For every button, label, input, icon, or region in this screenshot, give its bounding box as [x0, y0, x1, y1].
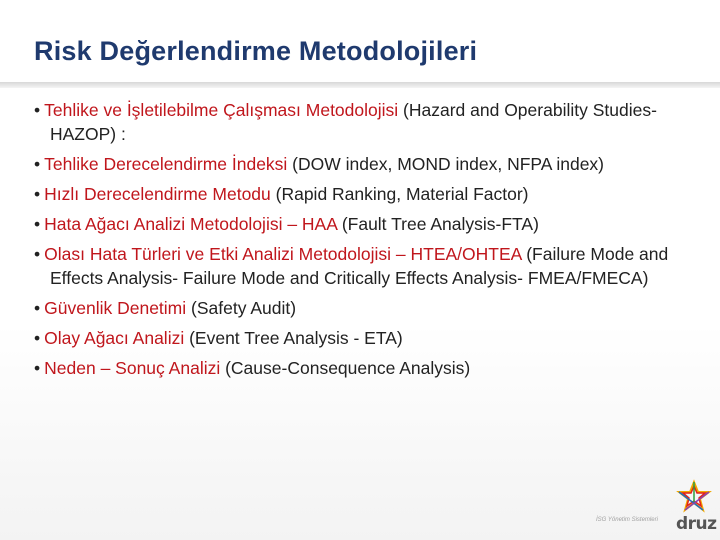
- bullet-term: Olası Hata Türleri ve Etki Analizi Metodolojisi – HTEA/OHTEA: [44, 244, 522, 264]
- bullet-item: [34, 98, 694, 146]
- bullet-item: [34, 326, 694, 350]
- bullet-item: [34, 212, 694, 236]
- bullet-marker: •: [34, 100, 41, 120]
- bullet-marker: •: [34, 184, 41, 204]
- bullet-term: Hata Ağacı Analizi Metodolojisi – HAA: [44, 214, 337, 234]
- slide-title: Risk Değerlendirme Metodolojileri: [34, 36, 478, 66]
- bullet-item: [34, 296, 694, 320]
- bullet-item: [34, 182, 694, 206]
- bullet-term: Neden – Sonuç Analizi: [44, 358, 221, 378]
- bullet-marker: •: [34, 244, 41, 264]
- bullet-term: Hızlı Derecelendirme Metodu: [44, 184, 271, 204]
- bullet-marker: •: [34, 328, 41, 348]
- bullet-description: (Safety Audit): [186, 298, 297, 318]
- bullet-item: [34, 356, 694, 380]
- bullet-marker: •: [34, 214, 41, 234]
- bullet-description: (Failure Mode and Effects Analysis- Failure Mode and Critically Effects Analysis- FMEA/FMECA): [50, 244, 669, 288]
- bullet-description: (Event Tree Analysis - ETA): [184, 328, 403, 348]
- bullet-marker: •: [34, 154, 41, 174]
- bullet-marker: •: [34, 298, 41, 318]
- bullet-description: (Hazard and Operability Studies-HAZOP) :: [50, 100, 657, 144]
- bullet-item: [34, 242, 694, 290]
- footer-text: İSG Yönetim Sistemleri: [596, 517, 658, 523]
- bullet-description: (Cause-Consequence Analysis): [220, 358, 471, 378]
- bullet-description: (DOW index, MOND index, NFPA index): [287, 154, 605, 174]
- bullet-term: Güvenlik Denetimi: [44, 298, 187, 318]
- bullet-term: Tehlike Derecelendirme İndeksi: [44, 154, 288, 174]
- bullet-term: Tehlike ve İşletilebilme Çalışması Metodolojisi: [44, 100, 399, 120]
- bullet-term: Olay Ağacı Analizi: [44, 328, 185, 348]
- title-divider: [0, 82, 720, 88]
- bullet-marker: •: [34, 358, 41, 378]
- bullet-list: [34, 98, 694, 386]
- bullet-description: (Rapid Ranking, Material Factor): [270, 184, 529, 204]
- bullet-description: (Fault Tree Analysis-FTA): [336, 214, 539, 234]
- logo-text: druz: [676, 514, 717, 534]
- bullet-item: [34, 152, 694, 176]
